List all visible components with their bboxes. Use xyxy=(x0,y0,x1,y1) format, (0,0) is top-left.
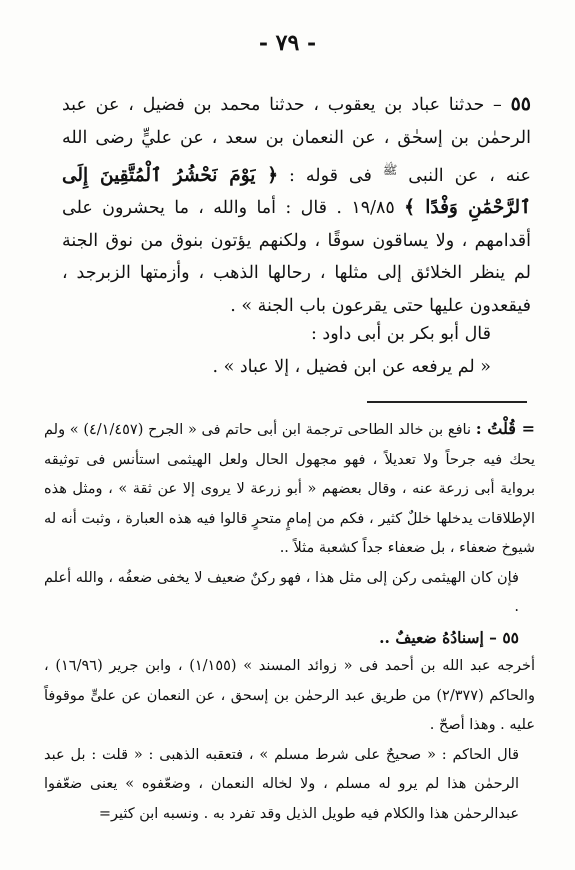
footnote-hakim: قال الحاكم : « صحيحٌ على شرط مسلم » ، فتعقبه الذهبى : « قلت : بل عبد الرحمٰن هذا لم يرو له مسلم ، ولا لخاله النعمان ، وضعّفوه » يعنى ضعّفوا عبدالرحمٰن هذا والكلام فيه طويل الذيل وقد تفرد به . ونسبه ابن كثير= xyxy=(44,746,519,822)
quran-verse: ﴿ يَوْمَ نَحْشُرُ ٱلْمُتَّقِينَ إِلَى ٱلرَّحْمَٰنِ وَفْدًا ﴾ xyxy=(62,164,531,219)
footnote-haythami: فإن كان الهيثمى ركن إلى مثل هذا ، فهو ركنٌ ضعيف لا يخفى ضعفُه ، والله أعلم . xyxy=(44,569,519,615)
qultu-label: = قُلْتُ : xyxy=(475,419,535,438)
margin-mark xyxy=(14,255,20,285)
isnad-label: ٥٥ – إسنادُهُ ضعيفٌ .. xyxy=(379,627,519,647)
hadith-number: ٥٥ xyxy=(510,93,531,115)
footnote-qultu xyxy=(44,414,535,564)
page-number: - ٧٩ - xyxy=(258,30,317,56)
hadith-text-part-2: فى قوله : xyxy=(278,165,383,186)
footnote-takhrij: أخرجه عبد الله بن أحمد فى « زوائد المسند » (١/١٥٥) ، وابن جرير (١٦/٩٦) ، والحاكم (٢/٣٧٧) من طريق عبد الرحمٰن بن إسحق ، عن النعمان عن علىٍّ موقوفاً عليه . وهذا أصحّ . xyxy=(44,658,536,733)
narration-block xyxy=(62,318,531,383)
footnote-divider xyxy=(367,401,527,403)
hadith-text-part-3: ١٩/٨٥ . قال : أما والله ، ما يحشرون على أقدامهم ، ولا يساقون سوقًا ، ولكنهم يؤتون بنوق من نوق الجنة لم ينظر الخلائق إلى مثلها ، رحالها الذهب ، وأزمتها الزبرجد ، فيقعدون عليها حتى يقرعون باب الجنة » . xyxy=(62,198,531,316)
salutation-glyph: ﷺ xyxy=(382,163,398,177)
footnote-block xyxy=(44,414,535,829)
narration-line-1: قال أبو بكر بن أبى داود : xyxy=(310,324,491,344)
hadith-text-part-1: – حدثنا عباد بن يعقوب ، حدثنا محمد بن فضيل ، عن عبد الرحمٰن بن إسحٰق ، عن النعمان بن سعد ، عن عليٍّ رضى الله عنه ، عن النبى xyxy=(62,95,531,186)
qultu-text: نافع بن خالد الطاحى ترجمة ابن أبى حاتم فى « الجرح (٤/١/٤٥٧) » ولم يحك فيه جرحاً ولا تعديلاً ، فهو مجهول الحال ولعل الهيثمى استأنس فى توثيقه برواية أبى زرعة عنه ، وقال بعضهم « أبو زرعة لا يروى إلا عن ثقة » ، ومثل هذه الإطلاقات يدخلها خللٌ كثير ، فكم من إمامٍ متحرٍ قالوا فيه هذه العبارة ، وثبت أنه له شيوخ ضعفاء ، بل ضعفاء جداً كشعبة مثلاً .. xyxy=(44,422,535,556)
narration-line-2: « لم يرفعه عن ابن فضيل ، إلا عباد » . xyxy=(212,356,491,377)
hadith-text xyxy=(62,88,531,322)
